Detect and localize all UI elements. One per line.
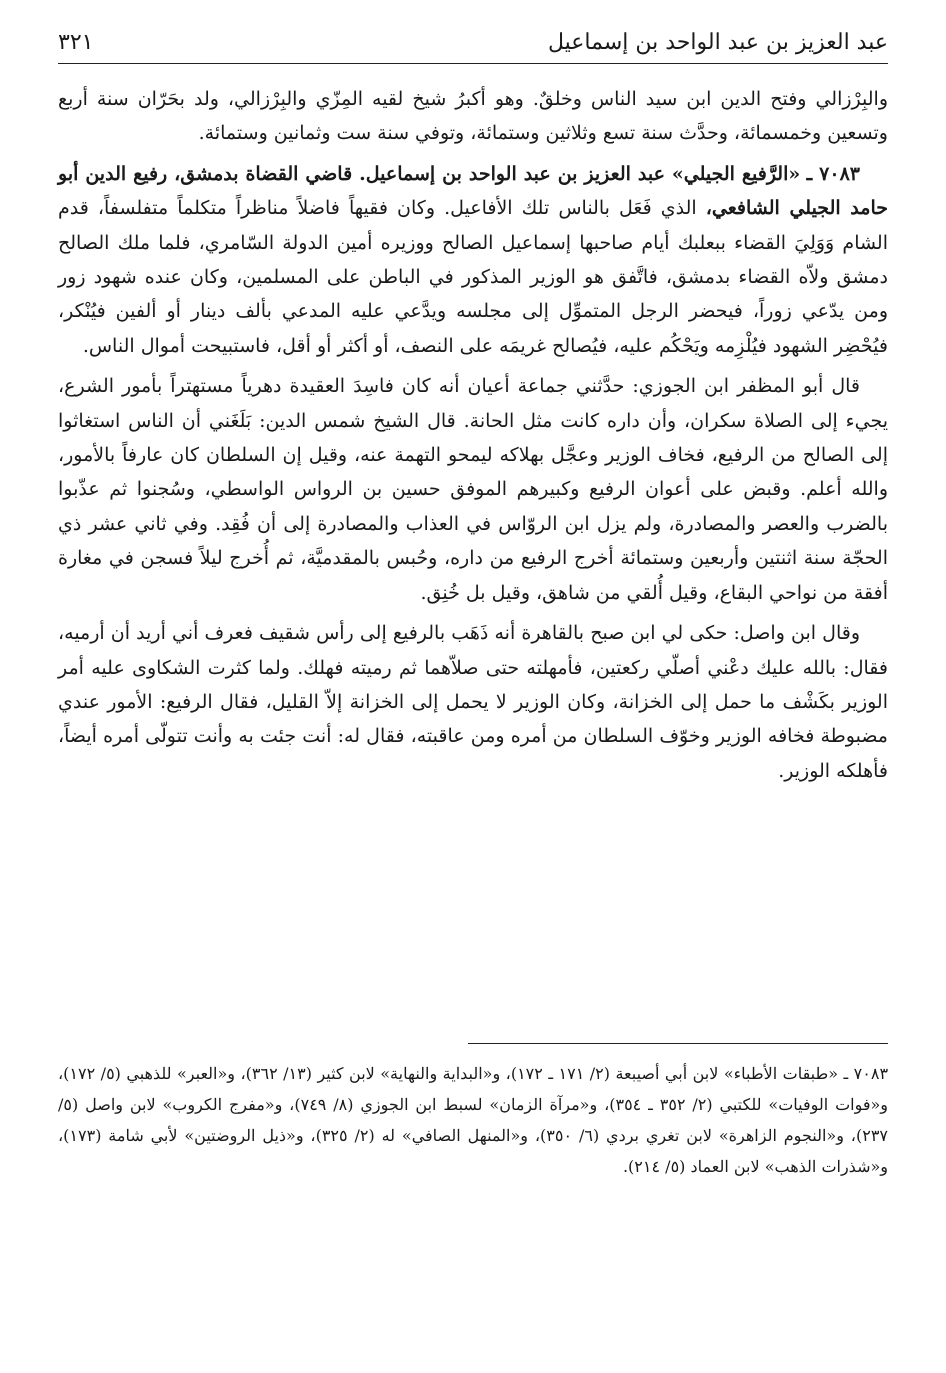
- running-title: عبد العزيز بن عبد الواحد بن إسماعيل: [548, 30, 888, 55]
- biography-entry: [58, 157, 888, 363]
- page-number: ٣٢١: [58, 30, 94, 55]
- entry-number: ٧٠٨٣ ـ: [806, 162, 860, 185]
- main-text: [58, 82, 888, 788]
- page-header: [58, 22, 888, 64]
- footnote-sources: ٧٠٨٣ ـ «طبقات الأطباء» لابن أبي أصيبعة (٢/ ١٧١ ـ ١٧٢)، و«البداية والنهاية» لابن كثير (١٣/ ٣٦٢)، و«العبر» للذهبي (٥/ ١٧٢)، و«فوات الوفيات» للكتبي (٢/ ٣٥٢ ـ ٣٥٤)، و«مرآة الزمان» لسبط ابن الجوزي (٨/ ٧٤٩)، و«مفرج الكروب» لابن واصل (٥/ ٢٣٧)، و«النجوم الزاهرة» لابن تغري بردي (٦/ ٣٥٠)، و«المنهل الصافي» له (٢/ ٣٢٥)، و«ذيل الروضتين» لأبي شامة (١٧٣)، و«شذرات الذهب» لابن العماد (٥/ ٢١٤).: [58, 1064, 889, 1176]
- entry-body: الذي فَعَل بالناس تلك الأفاعيل. وكان فقيهاً فاضلاً مناظراً متكلماً متفلسفاً، قدم الشام وَوَلِيَ القضاء ببعلبك أيام صاحبها إسماعيل الصالح ووزيره أمين الدولة السّامري، فلما ملك الصالح دمشق ولاّه القضاء بدمشق، فاتَّفق هو الوزير المذكور في الباطن على المسلمين، وكان عنده شهود زور ومن يدّعي زوراً، فيحضر الرجل المتموِّل إلى مجلسه ويدَّعي عليه المدعي بألف دينار أو ألفين فيُنْكر، فيُحْضِر الشهود فيُلْزِمه ويَحْكُم عليه، فيُصالح غريمَه على النصف، أو أكثر أو أقل، فاستبيحت أموال الناس.: [58, 197, 888, 357]
- footnotes: [58, 1058, 888, 1182]
- footnote-separator: [468, 1043, 888, 1044]
- paragraph-ibn-wasil: وقال ابن واصل: حكى لي ابن صبح بالقاهرة أنه ذَهَب بالرفيع إلى رأس شقيف فعرف أني أريد أن أرميه، فقال: بالله عليك دعْني أصلّي ركعتين، فأمهلته حتى صلاّهما ثم رميته فهلك. ولما كثرت الشكاوى عليه أمر الوزير بكَشْف ما حمل إلى الخزانة، وكان الوزير لا يحمل إلى الخزانة إلاّ القليل، فقال الرفيع: الأمور عندي مضبوطة فخافه الوزير وخوّف السلطان من أمره ومن عاقبته، فقال له: أنت جئت به وأنت تتولّى أمره أيضاً، فأهلكه الوزير.: [58, 622, 888, 782]
- entry-heading: «الرَّفيع الجيلي» عبد العزيز بن عبد الواحد بن إسماعيل. قاضي القضاة بدمشق، رفيع الدين أبو حامد الجيلي الشافعي،: [58, 162, 888, 220]
- paragraph-continued: والبِرْزالي وفتح الدين ابن سيد الناس وخلقٌ. وهو أكبرُ شيخ لقيه المِزّي والبِرْزالي، ولد بحَرّان سنة أربع وتسعين وخمسمائة، وحدَّث سنة تسع وثلاثين وستمائة، وتوفي سنة ست وثمانين وستمائة.: [58, 88, 888, 145]
- paragraph-ibn-al-jawzi: قال أبو المظفر ابن الجوزي: حدَّثني جماعة أعيان أنه كان فاسِدَ العقيدة دهرياً مستهتراً بأمور الشرع، يجيء إلى الصلاة سكران، وأن داره كانت مثل الحانة. قال الشيخ شمس الدين: بَلَغَني أن الناس استغاثوا إلى الصالح من الرفيع، فخاف الوزير وعجَّل بهلاكه ليمحو التهمة عنه، وقيل إن السلطان كان عارفاً بالأمور، والله أعلم. وقبض على أعوان الرفيع وكبيرهم الموفق حسين بن الرواس الواسطي، وسُجنوا ثم عذّبوا بالضرب والعصر والمصادرة، ولم يزل ابن الروّاس في العذاب والمصادرة إلى أن فُقِد. وفي ثاني عشر ذي الحجّة سنة اثنتين وأربعين وستمائة أخرج الرفيع من داره، وحُبس بالمقدميَّة، ثم أُخرج ليلاً فسجن في مغارة أفقة من نواحي البقاع، وقيل أُلقي من شاهق، وقيل بل خُنِق.: [58, 375, 888, 604]
